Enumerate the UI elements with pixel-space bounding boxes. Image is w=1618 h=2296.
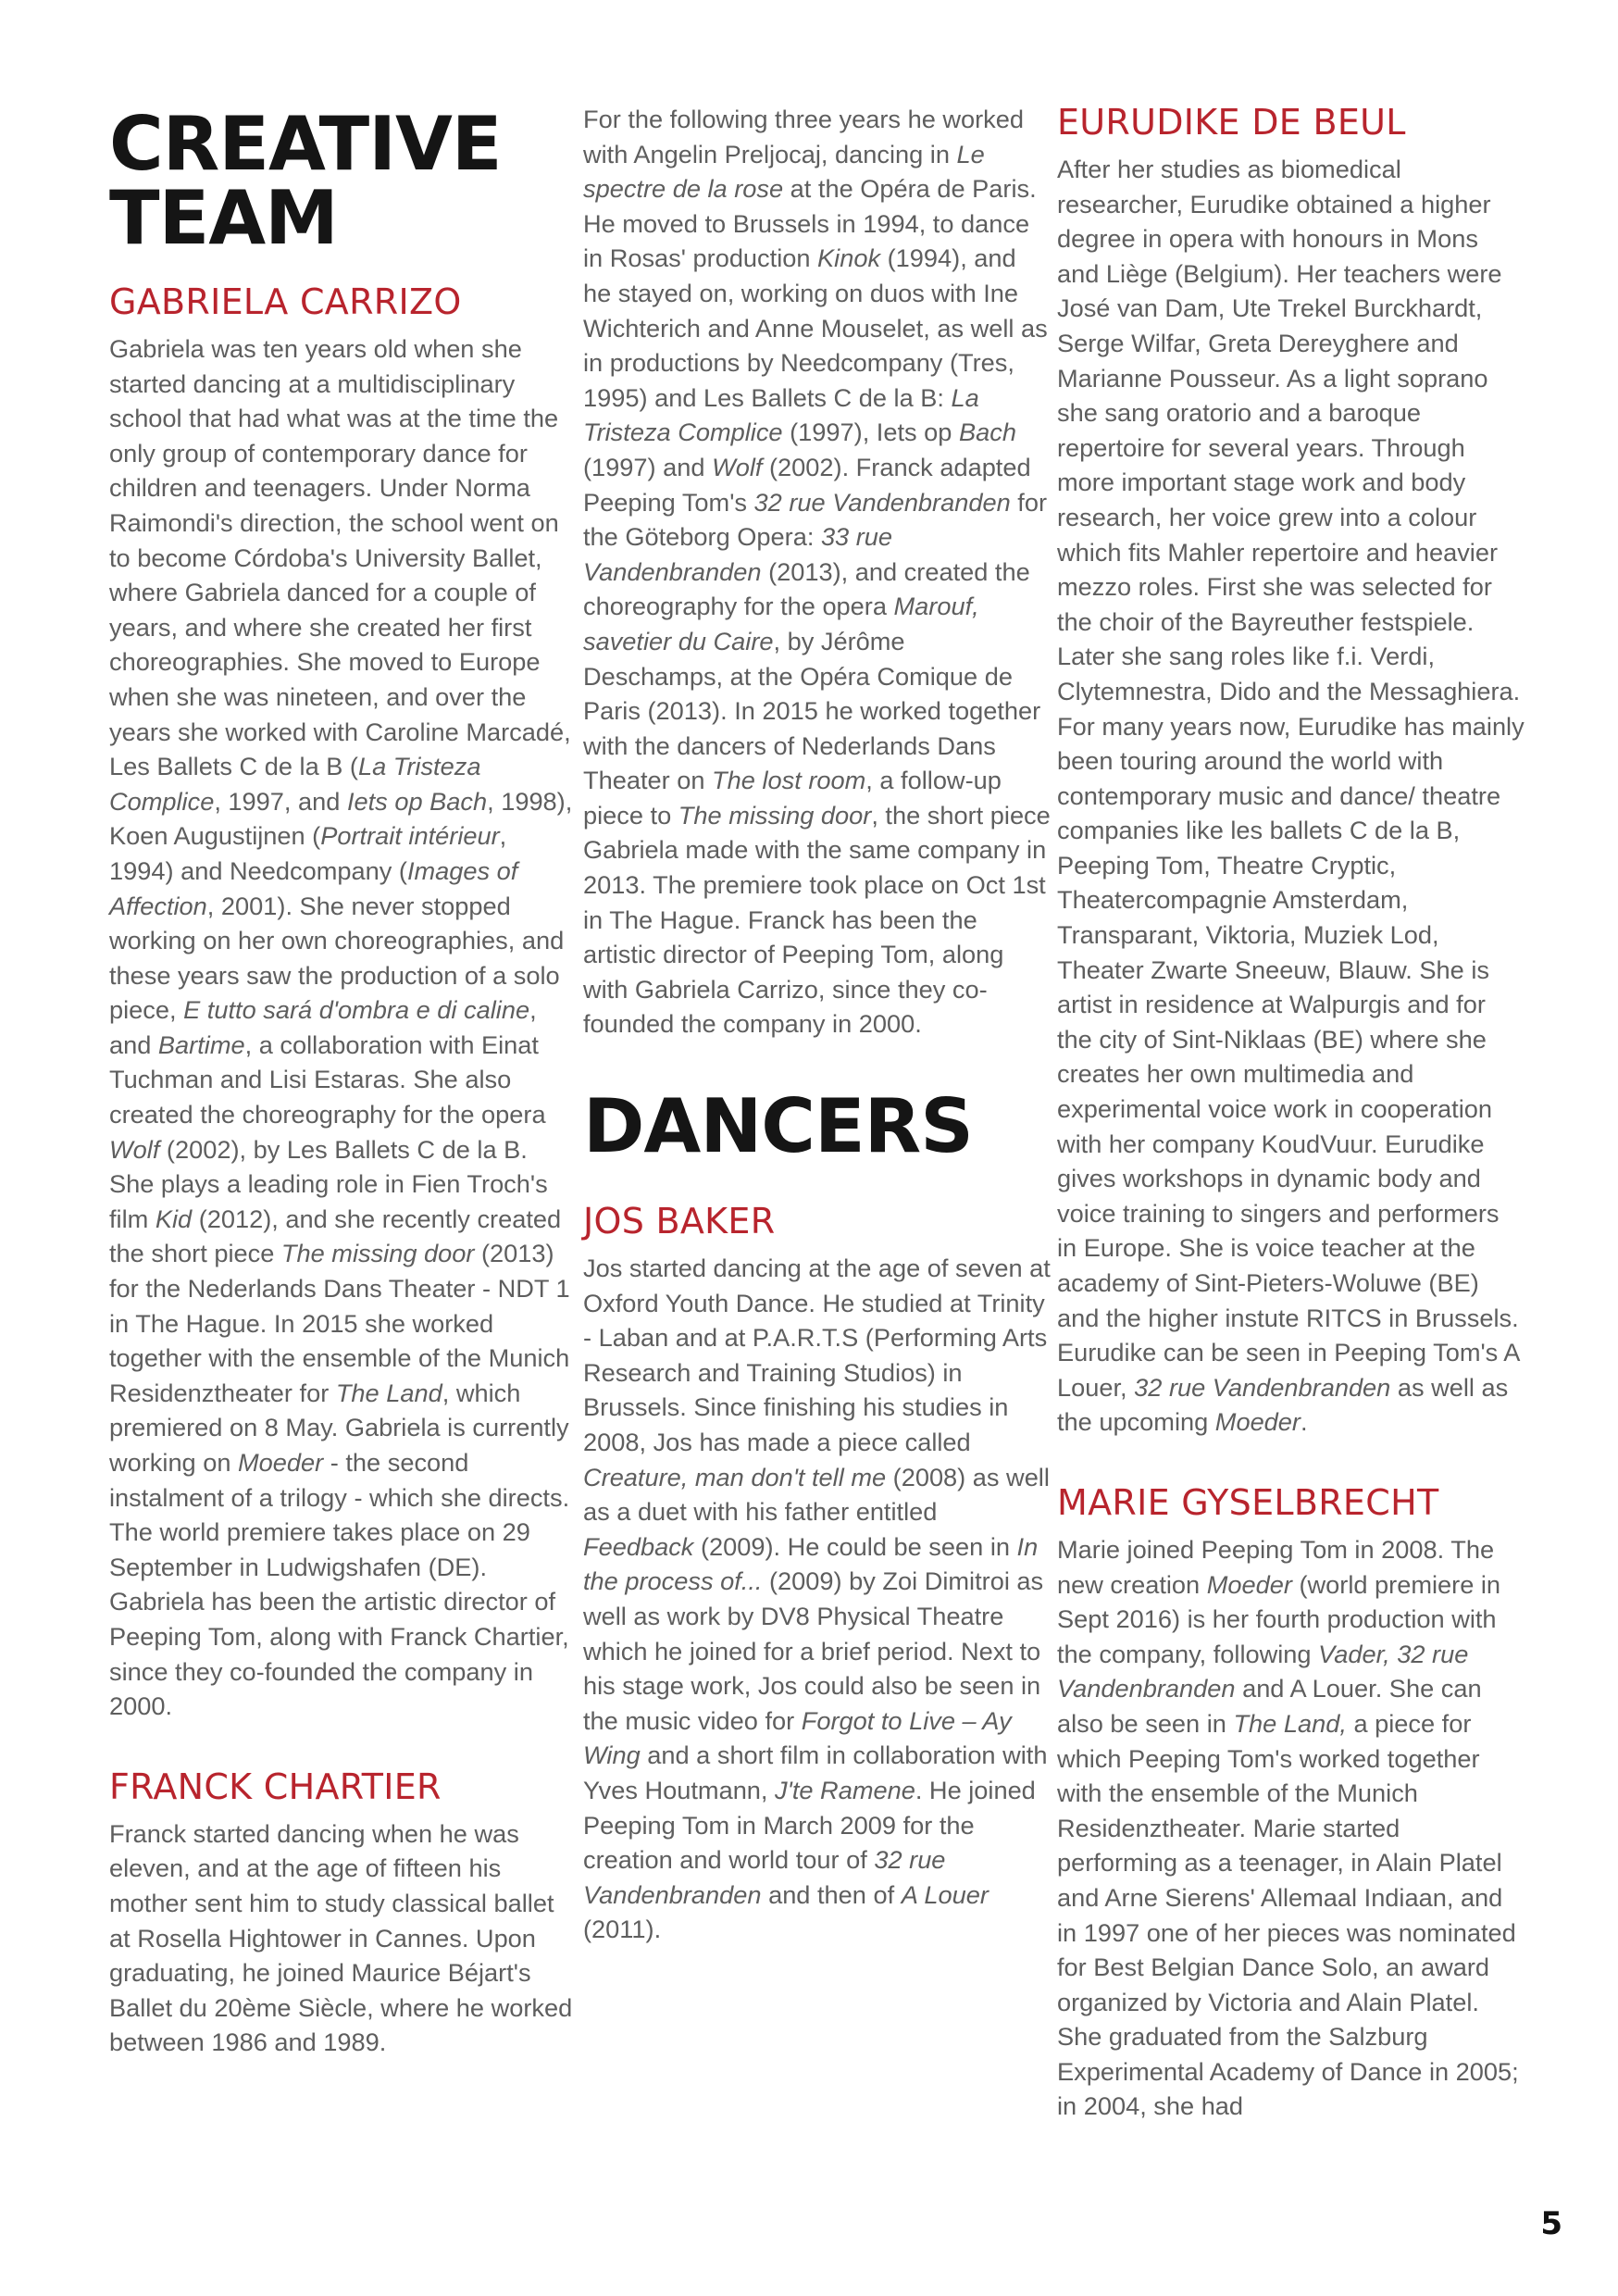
section-spacer — [1057, 1440, 1525, 1482]
person-name-jos-baker: JOS BAKER — [583, 1201, 776, 1242]
bio-gabriela-carrizo: Gabriela was ten years old when she started dancing at a multidisciplinary school that had what was at the time the only group of contemporary dance for children and teenagers. Under Norma Raimondi's direction, the school went on to become Córdoba's University Ballet, where Gabriela danced for a couple of years, and where she created her first choreographies. She moved to Europe when she was nineteen, and over the years she worked with Caroline Marcadé, Les Ballets C de la B (La Tristeza Complice, 1997, and Iets op Bach, 1998), Koen Augustijnen (Portrait intérieur, 1994) and Needcompany (Images of Affection, 2001). She never stopped working on her own choreographies, and these years saw the production of a solo piece, E tutto sará d'ombra e di caline, and Bartime, a collaboration with Einat Tuchman and Lisi Estaras. She also created the choreography for the opera Wolf (2002), by Les Ballets C de la B. She plays a leading role in Fien Troch's film Kid (2012), and she recently created the short piece The missing door (2013) for the Nederlands Dans Theater - NDT 1 in The Hague. In 2015 she worked together with the ensemble of the Munich Residenztheater for The Land, which premiered on 8 May. Gabriela is currently working on Moeder - the second instalment of a trilogy - which she directs. The world premiere takes place on 29 September in Ludwigshafen (DE). Gabriela has been the artistic director of Peeping Tom, along with Franck Chartier, since they co-founded the company in 2000. — [109, 334, 573, 1721]
bio-marie-gyselbrecht: Marie joined Peeping Tom in 2008. The new creation Moeder (world premiere in Sept 2016) is her fourth production with the company, following Vader, 32 rue Vandenbranden and A Louer. She can also be seen in The Land, a piece for which Peeping Tom's worked together with the ensemble of the Munich Residenztheater. Marie started performing as a teenager, in Alain Platel and Arne Sierens' Allemaal Indiaan, and in 1997 one of her pieces was nominated for Best Belgian Dance Solo, an award organized by Victoria and Alain Platel. She graduated from the Salzburg Experimental Academy of Dance in 2005; in 2004, she had — [1057, 1534, 1519, 2121]
column-middle — [583, 102, 1051, 1947]
bio-jos-baker: Jos started dancing at the age of seven at Oxford Youth Dance. He studied at Trinity - Laban and at P.A.R.T.S (Performing Arts Research and Training Studios) in Brussels. Since finishing his studies in 2008, Jos has made a piece called Creature, man don't tell me (2008) as well as a duet with his father entitled Feedback (2009). He could be seen in In the process of... (2009) by Zoi Dimitroi as well as work by DV8 Physical Theatre which he joined for a brief period. Next to his stage work, Jos could also be seen in the music video for Forgot to Live – Ay Wing and a short film in collaboration with Yves Houtmann, J'te Ramene. He joined Peeping Tom in March 2009 for the creation and world tour of 32 rue Vandenbranden and then of A Louer (2011). — [583, 1254, 1051, 1944]
column-left — [109, 102, 577, 2060]
bio-franck-chartier: Franck started dancing when he was eleven, and at the age of fifteen his mother sent him to study classical ballet at Rosella Hightower in Cannes. Upon graduating, he joined Maurice Béjart's Ballet du 20ème Siècle, where he worked between 1986 and 1989. — [109, 1818, 573, 2057]
bio-eurudike-de-beul: After her studies as biomedical researcher, Eurudike obtained a higher degree in opera with honours in Mons and Liège (Belgium). Her teachers were José van Dam, Ute Trekel Burckhardt, Serge Wilfar, Greta Dereyghere and Marianne Pousseur. As a light soprano she sang oratorio and a baroque repertoire for several years. Through more important stage work and body research, her voice grew into a colour which fits Mahler repertoire and heavier mezzo roles. First she was selected for the choir of the Bayreuther festspiele. Later she sang roles like f.i. Verdi, Clytemnestra, Dido and the Messaghiera. For many years now, Eurudike has mainly been touring around the world with contemporary music and dance/ theatre companies like les ballets C de la B, Peeping Tom, Theatre Cryptic, Theatercompagnie Amsterdam, Transparant, Viktoria, Muziek Lod, Theater Zwarte Sneeuw, Blauw. She is artist in residence at Walpurgis and for the city of Sint-Niklaas (BE) where she creates her own multimedia and experimental voice work in cooperation with her company KoudVuur. Eurudike gives workshops in dynamic body and voice training to singers and performers in Europe. She is voice teacher at the academy of Sint-Pieters-Woluwe (BE) and the higher instute RITCS in Brussels. Eurudike can be seen in Peeping Tom's A Louer, 32 rue Vandenbranden as well as the upcoming Moeder. — [1057, 155, 1525, 1437]
section-spacer — [109, 1724, 577, 1766]
page-number: 5 — [1540, 2205, 1562, 2242]
person-name-franck-chartier: FRANCK CHARTIER — [109, 1766, 442, 1807]
section-title-dancers: DANCERS — [583, 1083, 973, 1170]
bio-col2: For the following three years he worked with Angelin Preljocaj, dancing in Le spectre de la rose at the Opéra de Paris. He moved to Brussels in 1994, to dance in Rosas' production Kinok (1994), and he stayed on, working on duos with Ine Wichterich and Anne Mouselet, as well as in productions by Needcompany (Tres, 1995) and Les Ballets C de la B: La Tristeza Complice (1997), Iets op Bach (1997) and Wolf (2002). Franck adapted Peeping Tom's 32 rue Vandenbranden for the Göteborg Opera: 33 rue Vandenbranden (2013), and created the choreography for the opera Marouf, savetier du Caire, by Jérôme Deschamps, at the Opéra Comique de Paris (2013). In 2015 he worked together with the dancers of Nederlands Dans Theater on The lost room, a follow-up piece to The missing door, the short piece Gabriela made with the same company in 2013. The premiere took place on Oct 1st in The Hague. Franck has been the artistic director of Peeping Tom, along with Gabriela Carrizo, since they co- founded the company in 2000. — [583, 105, 1051, 1039]
section-title-creative-team: CREATIVE TEAM — [109, 101, 502, 261]
person-name-marie-gyselbrecht: MARIE GYSELBRECHT — [1057, 1481, 1439, 1523]
person-name-eurudike-de-beul: EURUDIKE DE BEUL — [1057, 102, 1406, 143]
column-right — [1057, 102, 1525, 2124]
person-name-gabriela-carrizo: GABRIELA CARRIZO — [109, 281, 462, 322]
